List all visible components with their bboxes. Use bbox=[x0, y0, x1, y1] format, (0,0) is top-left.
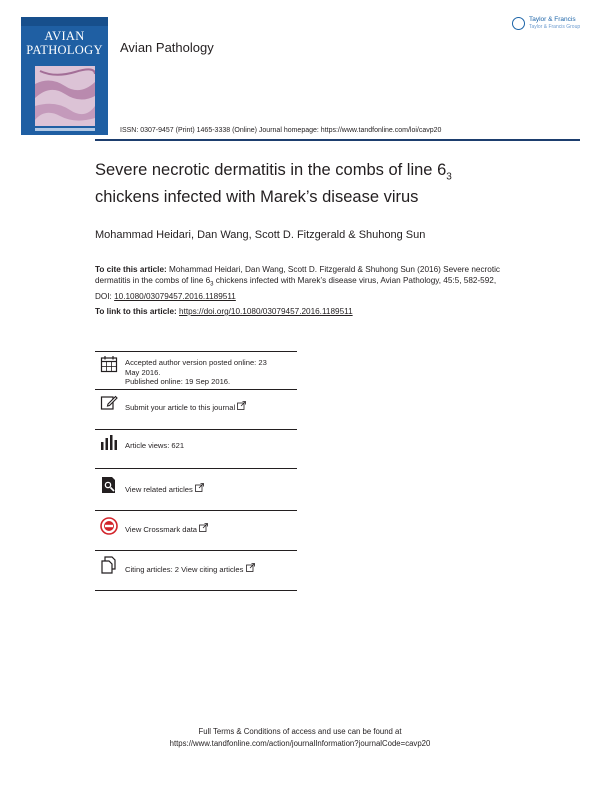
header-rule bbox=[95, 139, 580, 141]
row-divider bbox=[95, 468, 297, 469]
crossmark-link[interactable] bbox=[125, 523, 300, 535]
citation-doi-link[interactable]: 10.1080/03079457.2016.1189511 bbox=[114, 291, 236, 301]
link-label: To link to this article: bbox=[95, 307, 180, 316]
footer-line1: Full Terms & Conditions of access and use can be found at bbox=[198, 727, 402, 736]
citing-documents-icon bbox=[100, 556, 118, 574]
journal-name: Avian Pathology bbox=[120, 40, 214, 55]
crossmark-icon bbox=[100, 517, 118, 535]
citation-label: To cite this article: bbox=[95, 265, 167, 274]
crossmark-label: View Crossmark data bbox=[125, 525, 198, 534]
published-date: Published online: 19 Sep 2016. bbox=[125, 377, 231, 386]
citation-text1: Mohammad Heidari, Dan Wang, Scott D. Fitzgerald & Shuhong Sun (2016) Severe necrotic dermatitis in the combs of line 6 bbox=[95, 265, 501, 285]
publication-dates bbox=[125, 358, 300, 387]
external-link-icon bbox=[199, 525, 208, 534]
related-articles-label: View related articles bbox=[125, 485, 193, 494]
article-title-part2: chickens infected with Marek’s disease virus bbox=[95, 188, 419, 207]
citing-articles-label: Citing articles: 2 View citing articles bbox=[125, 565, 244, 574]
external-link-icon bbox=[237, 403, 246, 412]
external-link-icon bbox=[195, 485, 204, 494]
bar-chart-icon bbox=[100, 433, 118, 451]
external-link-icon bbox=[246, 565, 255, 574]
row-divider bbox=[95, 510, 297, 511]
cover-top-band bbox=[21, 17, 108, 26]
calendar-icon bbox=[100, 355, 118, 373]
submit-article-label: Submit your article to this journal bbox=[125, 403, 236, 412]
publisher-logo-icon[interactable] bbox=[512, 17, 525, 30]
row-divider bbox=[95, 550, 297, 551]
journal-homepage-link[interactable]: https://www.tandfonline.com/loi/cavp20 bbox=[320, 127, 442, 134]
publisher-name[interactable]: Taylor & Francis bbox=[529, 16, 576, 23]
row-divider bbox=[95, 429, 297, 430]
article-views: Article views: 621 bbox=[125, 441, 185, 450]
footer-terms-link[interactable]: https://www.tandfonline.com/action/journalInformation?journalCode=cavp20 bbox=[169, 739, 431, 748]
submit-article-link[interactable] bbox=[125, 401, 300, 413]
cover-title-line1: AVIAN bbox=[44, 29, 85, 43]
article-title-part1: Severe necrotic dermatitis in the combs of line 6 bbox=[95, 161, 447, 179]
accepted-date-line1: Accepted author version posted online: 23 bbox=[125, 358, 267, 367]
related-articles-link[interactable] bbox=[125, 483, 300, 495]
article-link-row bbox=[95, 307, 353, 316]
rows-top-rule bbox=[95, 351, 297, 352]
publisher-tagline: Taylor & Francis Group bbox=[529, 24, 581, 30]
cover-micrograph bbox=[35, 66, 95, 126]
citation-subscript: 3 bbox=[210, 281, 214, 288]
accepted-date-line2: May 2016. bbox=[125, 367, 161, 377]
search-document-icon bbox=[100, 476, 118, 494]
article-title bbox=[95, 160, 555, 207]
edit-icon bbox=[100, 393, 118, 411]
article-doi-link[interactable]: https://doi.org/10.1080/03079457.2016.1189511 bbox=[179, 307, 353, 316]
citation-block bbox=[95, 264, 505, 302]
row-divider bbox=[95, 389, 297, 390]
rows-bottom-rule bbox=[95, 590, 297, 591]
cover-title-line2: PATHOLOGY bbox=[26, 43, 103, 57]
citing-articles-link[interactable] bbox=[125, 563, 300, 575]
cover-bottom-band bbox=[35, 128, 95, 131]
article-authors: Mohammad Heidari, Dan Wang, Scott D. Fitzgerald & Shuhong Sun bbox=[95, 229, 426, 241]
citation-text2: chickens infected with Marek’s disease virus, Avian Pathology, 45:5, 582-592, DOI: bbox=[95, 276, 497, 301]
article-title-subscript: 3 bbox=[446, 171, 452, 183]
footer bbox=[0, 726, 600, 750]
issn-line bbox=[120, 127, 441, 134]
journal-cover bbox=[21, 17, 108, 135]
issn-text: ISSN: 0307-9457 (Print) 1465-3338 (Online) Journal homepage: bbox=[120, 127, 321, 134]
